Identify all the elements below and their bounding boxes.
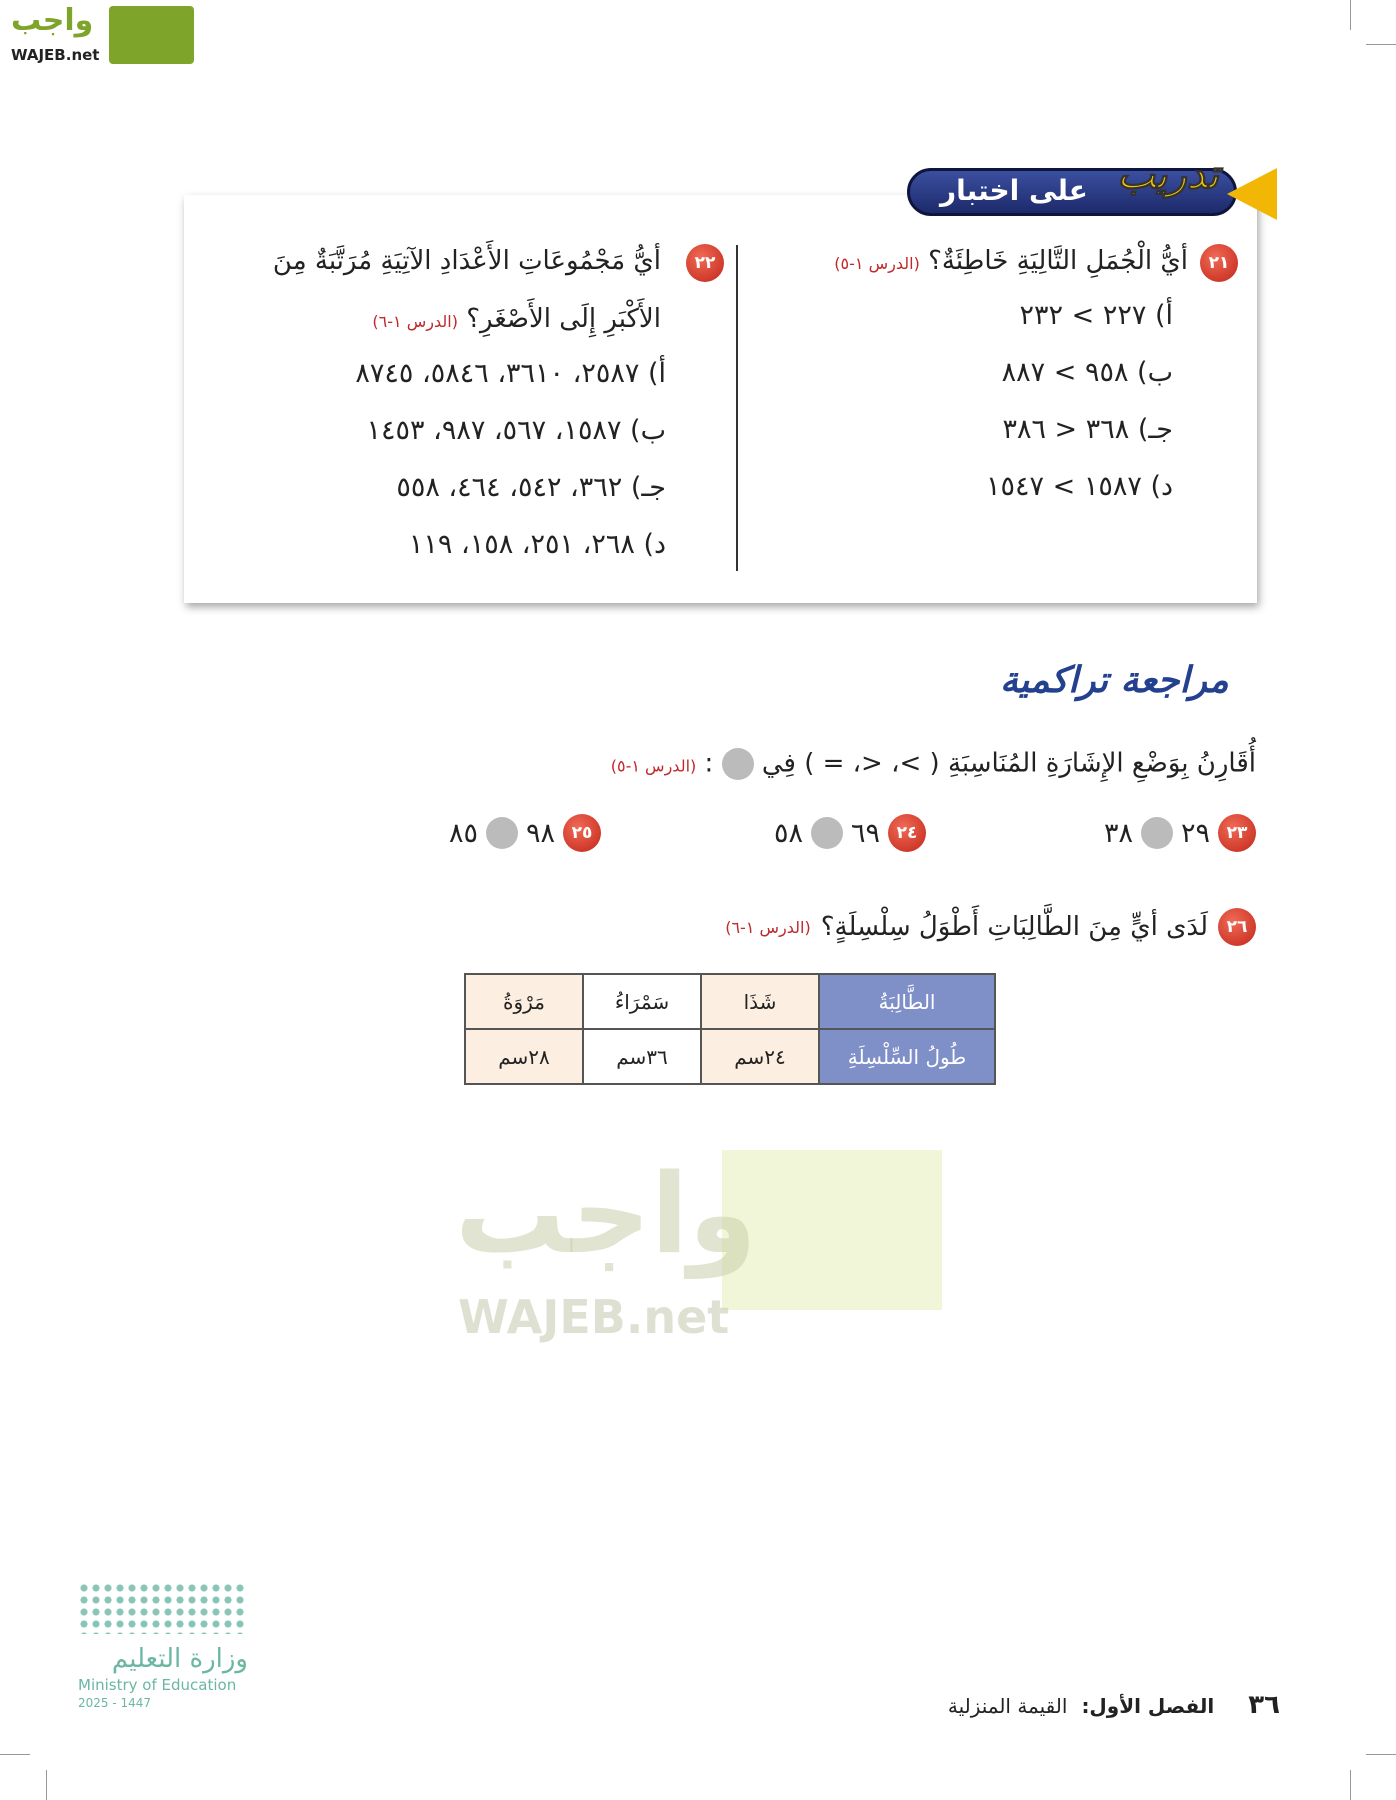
comparison-25[interactable] — [449, 814, 601, 852]
option[interactable] — [246, 415, 666, 472]
lesson-ref: (الدرس ١-٦) — [372, 312, 458, 331]
value-a: ٩٨ — [525, 817, 555, 849]
option-label: ب) — [1137, 357, 1173, 388]
option[interactable] — [246, 358, 666, 415]
circle-icon — [722, 748, 754, 780]
ministry-logo — [78, 1582, 248, 1711]
answer-circle[interactable] — [811, 817, 843, 849]
option-value: ٢٢٧ > ٢٣٢ — [1019, 300, 1147, 331]
question-21 — [834, 246, 1188, 276]
option-value: ١٥٨٧، ٥٦٧، ٩٨٧، ١٤٥٣ — [366, 415, 622, 446]
chapter-label: الفصل الأول: — [1081, 1694, 1215, 1718]
year: 2025 - 1447 — [78, 1696, 152, 1710]
question-text: أيُّ مَجْمُوعَاتِ الأَعْدَادِ الآتِيَةِ مُرَتَّبَةٌ مِنَ — [272, 246, 661, 276]
answer-circle[interactable] — [486, 817, 518, 849]
dots-emblem-icon — [78, 1582, 244, 1634]
option-value: ٣٦٨ < ٣٨٦ — [1002, 414, 1130, 445]
option[interactable] — [246, 472, 666, 529]
option-value: ٢٥٨٧، ٣٦١٠، ٥٨٤٦، ٨٧٤٥ — [355, 358, 640, 389]
value-b: ٨٥ — [448, 817, 478, 849]
option-label: د) — [643, 529, 666, 560]
crop-mark — [0, 1754, 30, 1755]
option[interactable] — [873, 471, 1173, 528]
question-number: ٢١ — [1200, 244, 1238, 282]
ministry-arabic: وزارة التعليم — [111, 1644, 248, 1674]
table-header: الطَّالِبَةُ — [819, 974, 995, 1029]
value-a: ٦٩ — [850, 817, 880, 849]
table-cell: ٣٦سم — [583, 1029, 701, 1084]
q22-options — [246, 358, 666, 586]
value-b: ٥٨ — [773, 817, 803, 849]
table-cell: شَذَا — [701, 974, 819, 1029]
value-a: ٢٩ — [1180, 817, 1210, 849]
question-26 — [725, 908, 1256, 946]
section-title: مراجعة تراكمية — [1000, 660, 1229, 701]
logo-arabic: واجب — [11, 3, 94, 38]
arrow-icon — [1227, 168, 1277, 220]
option[interactable] — [246, 529, 666, 586]
option[interactable] — [873, 414, 1173, 471]
q21-options — [873, 300, 1173, 528]
ministry-english: Ministry of Education — [78, 1676, 237, 1694]
compare-instruction — [611, 748, 1256, 780]
lesson-ref: (الدرس ١-٦) — [725, 917, 811, 937]
table-header: طُولُ السِّلْسِلَةِ — [819, 1029, 995, 1084]
crop-mark — [1366, 44, 1396, 45]
page-footer — [948, 1690, 1280, 1720]
option-label: د) — [1150, 471, 1173, 502]
book-icon — [109, 6, 194, 64]
option[interactable] — [873, 357, 1173, 414]
comparison-24[interactable] — [774, 814, 926, 852]
answer-circle[interactable] — [1141, 817, 1173, 849]
crop-mark — [1350, 1770, 1351, 1800]
table-cell: مَرْوَةُ — [465, 974, 583, 1029]
question-text: لَدَى أيٍّ مِنَ الطَّالِبَاتِ أَطْوَلُ سِلْسِلَةٍ؟ — [820, 912, 1208, 942]
table-row — [465, 974, 995, 1029]
chain-length-table — [464, 973, 996, 1085]
question-number: ٢٥ — [563, 814, 601, 852]
table-cell: سَمْرَاءُ — [583, 974, 701, 1029]
option-label: جـ) — [630, 472, 666, 503]
crop-mark — [1366, 1754, 1396, 1755]
chapter-title: القيمة المنزلية — [947, 1694, 1068, 1718]
option-value: ٣٦٢، ٥٤٢، ٤٦٤، ٥٥٨ — [396, 472, 623, 503]
option-value: ٩٥٨ > ٨٨٧ — [1001, 357, 1129, 388]
test-practice-banner — [907, 152, 1277, 224]
logo-latin: WAJEB.net — [11, 46, 100, 64]
option-label: أ) — [647, 358, 666, 389]
banner-subtitle: على اختبار — [940, 174, 1088, 207]
lesson-ref: (الدرس ١-٥) — [610, 756, 697, 776]
option-label: أ) — [1154, 300, 1173, 331]
question-text: أيُّ الْجُمَلِ التَّالِيَةِ خَاطِئَةٌ؟ — [928, 246, 1188, 276]
option-value: ٢٦٨، ٢٥١، ١٥٨، ١١٩ — [408, 529, 635, 560]
watermark-arabic: واجب — [455, 1150, 757, 1278]
page-number: ٣٦ — [1248, 1690, 1280, 1720]
watermark-latin: WAJEB.net — [458, 1290, 730, 1344]
question-number: ٢٣ — [1218, 814, 1256, 852]
option-label: جـ) — [1137, 414, 1173, 445]
question-number: ٢٤ — [888, 814, 926, 852]
crop-mark — [46, 1770, 47, 1800]
table-cell: ٢٨سم — [465, 1029, 583, 1084]
option[interactable] — [873, 300, 1173, 357]
lesson-ref: (الدرس ١-٥) — [834, 254, 920, 273]
column-divider — [736, 245, 738, 571]
table-row — [465, 1029, 995, 1084]
table-cell: ٢٤سم — [701, 1029, 819, 1084]
banner-title: تدريب — [1117, 152, 1219, 198]
wajeb-logo[interactable] — [9, 3, 189, 68]
crop-mark — [1350, 0, 1351, 30]
question-22 — [191, 246, 661, 334]
instruction-text: أُقَارِنُ بِوَضْعِ الإِشَارَةِ المُنَاسِبَةِ ( >، <، = ) فِي — [761, 748, 1256, 779]
question-number: ٢٢ — [686, 244, 724, 282]
question-text: الأَكْبَرِ إِلَى الأَصْغَرِ؟ — [466, 304, 661, 334]
value-b: ٣٨ — [1103, 817, 1133, 849]
option-label: ب) — [630, 415, 666, 446]
question-number: ٢٦ — [1218, 908, 1256, 946]
comparison-23[interactable] — [1104, 814, 1256, 852]
colon: : — [704, 748, 714, 779]
option-value: ١٥٨٧ > ١٥٤٧ — [986, 471, 1142, 502]
